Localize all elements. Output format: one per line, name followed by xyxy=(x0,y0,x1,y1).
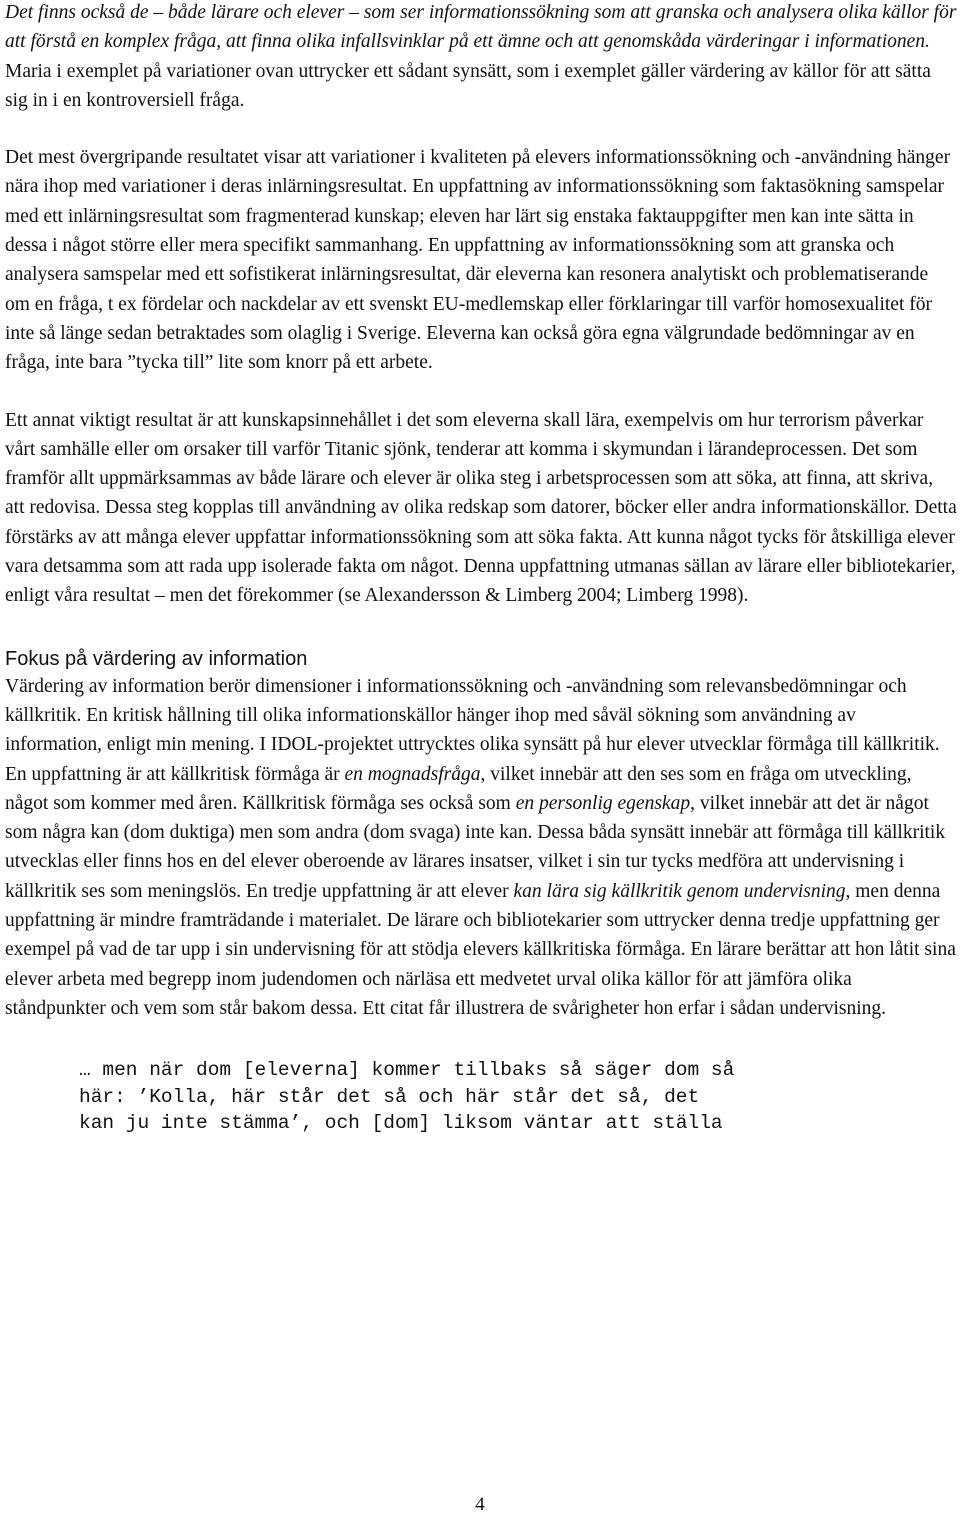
paragraph-2: Det mest övergripande resultatet visar att variationer i kvaliteten på elevers informationssökning och -användning hänger nära ihop med variationer i deras inlärningsresultat. En uppfattning av informationssökning som faktasökning samspelar med ett inlärningsresultat som fragmenterad kunskap; eleven har lärt sig enstaka faktauppgifter men kan inte sätta in dessa i något större eller mera specifikt sammanhang. En uppfattning av informationssökning som att granska och analysera samspelar med ett sofistikerat inlärningsresultat, där eleverna kan resonera analytiskt och problematiserande om en fråga, t ex fördelar och nackdelar av ett svenskt EU-medlemskap eller förklaringar till varför homosexualitet för inte så länge sedan betraktades som olaglig i Sverige. Eleverna kan också göra egna välgrundade bedömningar av en fråga, inte bara ”tycka till” lite som knorr på ett arbete. xyxy=(5,147,951,374)
paragraph-4-text-4: , men denna uppfattning är mindre framträdande i materialet. De lärare och bibliotekarier som uttrycker denna tredje uppfattning ger exempel på vad de tar upp i sin undervisning för att stödja elevers källkritiska förmåga. En lärare berättar att hon låtit sina elever arbeta med begrepp inom judendomen och närläsa ett medvetet urval olika källor för att jämföra olika ståndpunkter och vem som står bakom dessa. Ett citat får illustrera de svårigheter hon erfar i sådan undervisning. xyxy=(5,880,956,1019)
paragraph-4-text-3: , vilket innebär att det är något som några kan (dom duktiga) men som andra (dom svaga) inte kan. Dessa båda synsätt innebär att förmåga till källkritik utvecklas eller finns hos en del elever oberoende av lärares insatser, vilket i sin tur tycks medföra att undervisning i källkritik ses som meningslös. En tredje uppfattning är att elever xyxy=(5,792,946,902)
paragraph-4 xyxy=(5,672,957,1024)
paragraph-3: Ett annat viktigt resultat är att kunskapsinnehållet i det som eleverna skall lära, exempelvis om hur terrorism påverkar vårt samhälle eller om orsaker till varför Titanic sjönk, tenderar att komma i skymundan i lärandeprocessen. Det som framför allt uppmärksammas av både lärare och elever är olika steg i arbetsprocessen som att söka, att finna, att skriva, att redovisa. Dessa steg kopplas till användning av olika redskap som datorer, böcker eller andra informationskällor. Detta förstärks av att många elever uppfattar informationssökning som att söka fakta. Att kunna något tycks för åtskilliga elever vara detsamma som att rada upp isolerade fakta om något. Denna uppfattning utmanas sällan av lärare eller bibliotekarier, enligt våra resultat – men det förekommer (se Alexandersson & Limberg 2004; Limberg 1998). xyxy=(5,409,957,607)
paragraph-1-italic: Det finns också de – både lärare och elever – som ser informationssökning som att granska och analysera olika källor för att förstå en komplex fråga, att finna olika infallsvinklar på ett ämne och att genomskåda värderingar i informationen. xyxy=(5,2,957,53)
quote-line: … men när dom [eleverna] kommer tillbaks så säger dom så xyxy=(79,1059,735,1082)
paragraph-4-italic-3: kan lära sig källkritik genom undervisning xyxy=(513,880,846,902)
paragraph-1-text: Maria i exemplet på variationer ovan uttrycker ett sådant synsätt, som i exemplet gäller värdering av källor för att sätta sig in i en kontroversiell fråga. xyxy=(5,60,931,111)
paragraph-4-text-1: Värdering av information berör dimensioner i informationssökning och -användning som relevansbedömningar och källkritik. En kritisk hållning till olika informationskällor hänger ihop med såväl sökning som användning av information, enligt min mening. I IDOL-projektet uttrycktes olika synsätt på hur elever utvecklar förmåga till källkritik. En uppfattning är att källkritisk förmåga är xyxy=(5,675,940,785)
quote-line: här: ’Kolla, här står det så och här står det så, det xyxy=(79,1085,700,1108)
paragraph-4-italic-1: en mognadsfråga xyxy=(344,763,481,785)
paragraph-4-text-2: , vilket innebär att den ses som en fråga om utveckling, något som kommer med åren. Källkritisk förmåga ses också som xyxy=(5,763,912,814)
document-page xyxy=(5,0,957,1137)
paragraph-4-italic-2: en personlig egenskap xyxy=(515,792,691,814)
quote-line: kan ju inte stämma’, och [dom] liksom väntar att ställa xyxy=(79,1112,723,1135)
paragraph-1 xyxy=(5,0,957,115)
section-heading: Fokus på värdering av information xyxy=(5,647,308,670)
page-number: 4 xyxy=(475,1494,485,1515)
block-quote xyxy=(79,1057,957,1137)
